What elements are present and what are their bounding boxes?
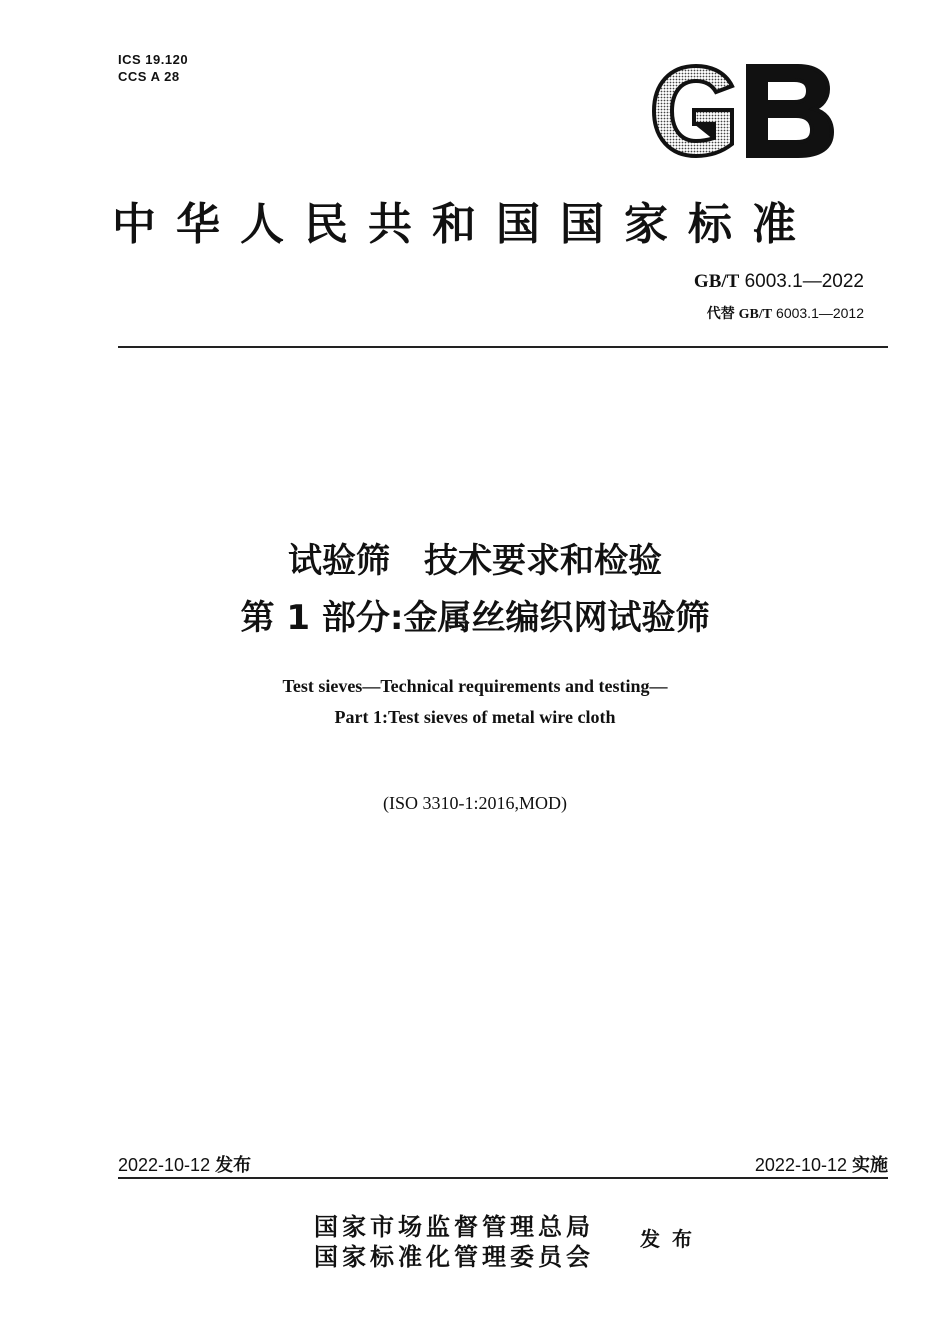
publish-date [118, 1151, 251, 1177]
replaces-value: 6003.1—2012 [776, 305, 864, 321]
national-standard-title: 中华人民共和国国家标准 [112, 199, 816, 250]
chinese-title-line-1: 试验筛 技术要求和检验 [288, 541, 662, 581]
bottom-divider [118, 1177, 888, 1179]
implementation-date [755, 1151, 888, 1177]
english-title-line-1: Test sieves—Technical requirements and testing— [282, 676, 668, 696]
standard-number-value: 6003.1—2022 [744, 271, 864, 292]
standard-number [694, 271, 864, 293]
issuer-line-2: 国家标准化管理委员会 [314, 1242, 594, 1271]
replaces-code: GB/T [738, 307, 773, 322]
iso-reference: (ISO 3310-1:2016,MOD) [383, 793, 567, 813]
english-title-line-2: Part 1:Test sieves of metal wire cloth [334, 707, 616, 727]
publish-date-value: 2022-10-12 [118, 1155, 211, 1175]
publish-date-label: 发布 [215, 1155, 252, 1176]
top-divider [118, 346, 888, 348]
implementation-date-label: 实施 [852, 1155, 888, 1176]
gb-logo [648, 60, 838, 162]
chinese-title-line-2: 第 1 部分:金属丝编织网试验筛 [240, 598, 710, 638]
ics-code: ICS 19.120 [118, 52, 189, 67]
issuer-line-1: 国家市场监督管理总局 [314, 1212, 594, 1241]
implementation-date-value: 2022-10-12 [754, 1155, 847, 1175]
issue-label: 发布 [640, 1227, 704, 1251]
replaces-standard [707, 303, 864, 323]
replaces-prefix: 代替 [706, 306, 735, 322]
standard-number-prefix: GB/T [693, 271, 740, 292]
ccs-code: CCS A 28 [118, 69, 180, 84]
